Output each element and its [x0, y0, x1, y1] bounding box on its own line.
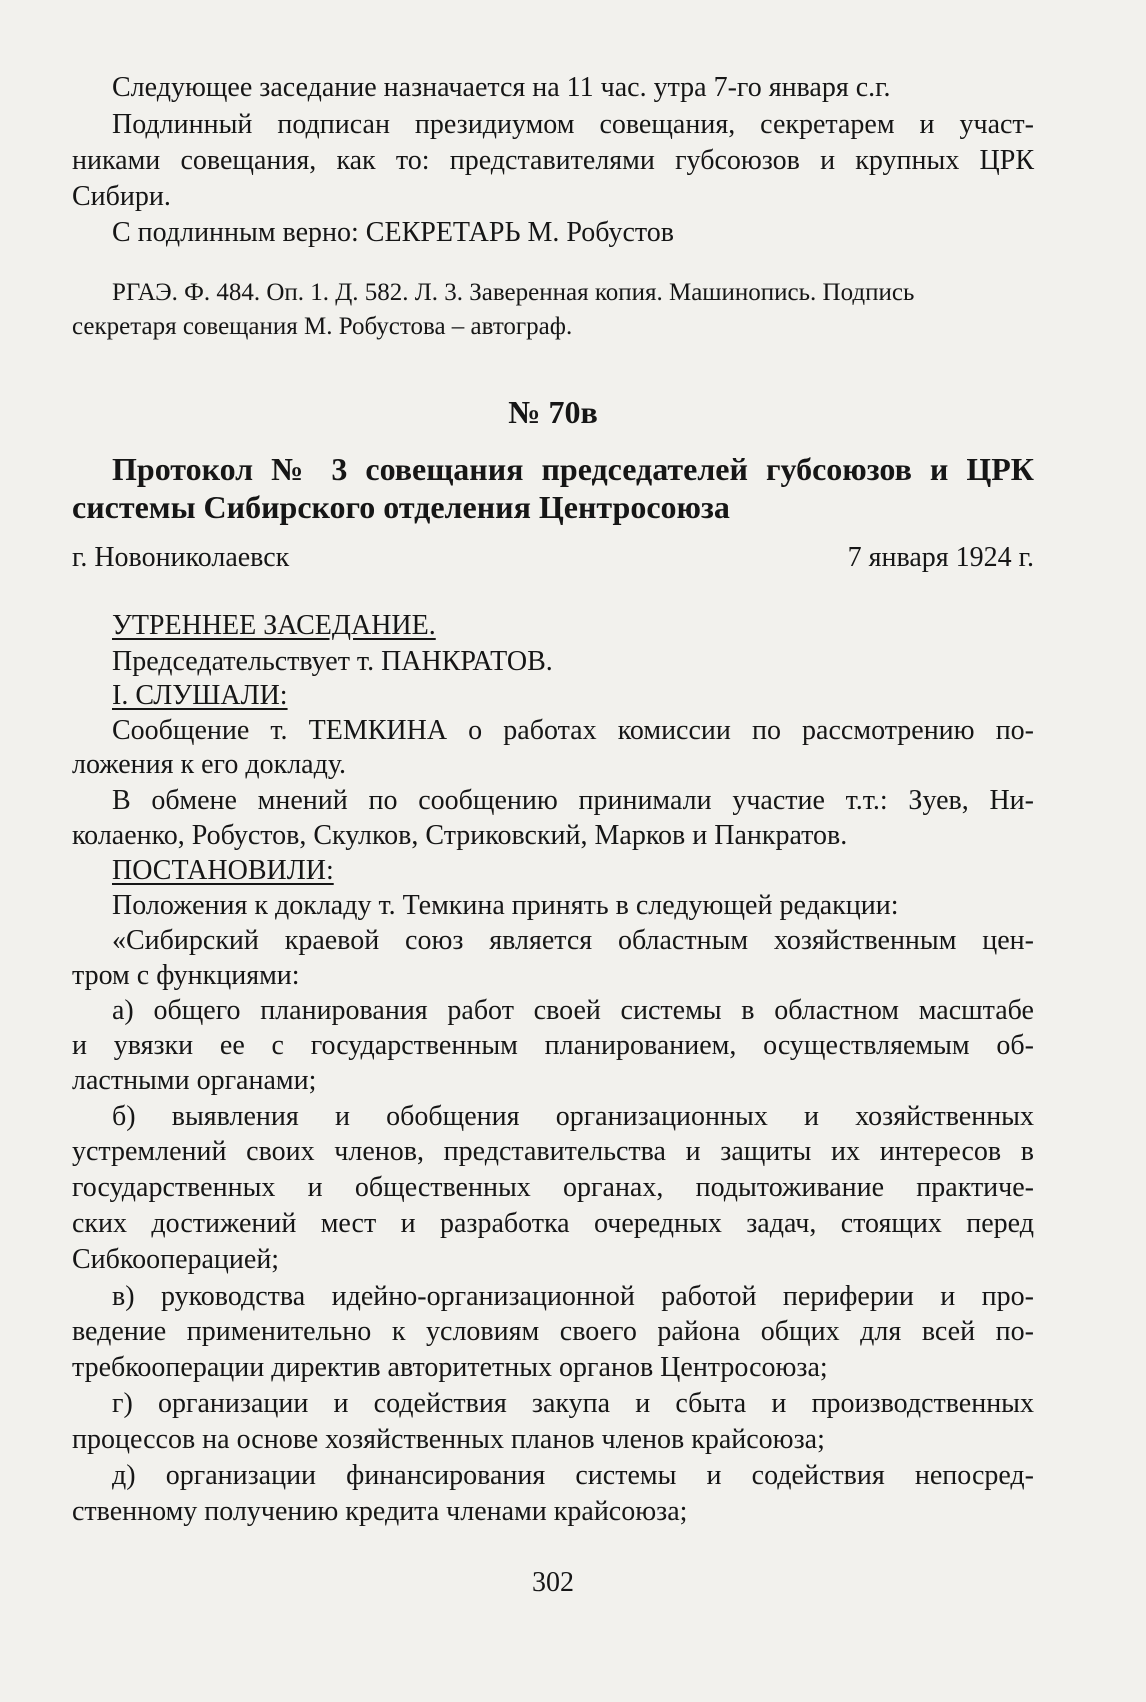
certified-copy-line: С подлинным верно: СЕКРЕТАРЬ М. Робустов [112, 217, 674, 248]
body-line: В обмене мнений по сообщению принимали участие т.т.: Зуев, Ни- [112, 785, 1034, 816]
body-line: процессов на основе хозяйственных планов членов крайсоюза; [72, 1424, 825, 1455]
body-line: ских достижений мест и разработка очередных задач, стоящих перед [72, 1208, 1034, 1239]
body-line: в) руководства идейно-организационной работой периферии и про- [112, 1281, 1034, 1312]
body-line: требкооперации директив авторитетных органов Центросоюза; [72, 1352, 828, 1383]
document-number: № 70в [508, 394, 598, 430]
body-line: а) общего планирования работ своей системы в областном масштабе [112, 995, 1034, 1026]
session-heading: УТРЕННЕЕ ЗАСЕДАНИЕ. [112, 610, 436, 641]
body-line: Сибкооперацией; [72, 1244, 280, 1275]
body-line: ственному получению кредита членами крайсоюза; [72, 1496, 688, 1527]
body-line: и увязки ее с государственным планированием, осуществляемым об- [72, 1030, 1034, 1061]
page-number: 302 [532, 1567, 574, 1598]
body-line: колаенко, Робустов, Скулков, Стриковский, Марков и Панкратов. [72, 820, 848, 851]
document-date: 7 января 1924 г. [847, 542, 1034, 573]
body-line: тром с функциями: [72, 960, 300, 991]
body-line: д) организации финансирования системы и содействия непосред- [112, 1460, 1034, 1491]
body-line: ложения к его докладу. [72, 749, 347, 780]
body-line: г) организации и содействия закупа и сбыта и производственных [112, 1388, 1034, 1419]
body-line: устремлений своих членов, представительства и защиты их интересов в [72, 1136, 1034, 1167]
place-date-line [72, 540, 1034, 576]
body-line: «Сибирский краевой союз является областным хозяйственным цен- [112, 925, 1034, 956]
body-line: б) выявления и обобщения организационных и хозяйственных [112, 1101, 1034, 1132]
body-line: ластными органами; [72, 1065, 317, 1096]
document-title: Протокол № 3 совещания председателей губсоюзов и ЦРК [112, 451, 1034, 487]
heard-heading: I. СЛУШАЛИ: [112, 680, 288, 711]
signature-text-line: Сибири. [72, 181, 171, 212]
chairman-line: Председательствует т. ПАНКРАТОВ. [112, 646, 553, 677]
resolved-heading: ПОСТАНОВИЛИ: [112, 855, 334, 886]
body-line: ведение применительно к условиям своего района общих для всей по- [72, 1316, 1034, 1347]
archive-reference: секретаря совещания М. Робустова – автограф. [72, 313, 573, 340]
document-place: г. Новониколаевск [72, 542, 290, 573]
body-line: Сообщение т. ТЕМКИНА о работах комиссии по рассмотрению по- [112, 715, 1034, 746]
archive-reference: РГАЭ. Ф. 484. Оп. 1. Д. 582. Л. 3. Заверенная копия. Машинопись. Подпись [112, 279, 915, 306]
signature-text-line: Подлинный подписан президиумом совещания, секретарем и участ- [112, 109, 1034, 140]
signature-text-line: никами совещания, как то: представителями губсоюзов и крупных ЦРК [72, 145, 1034, 176]
body-line: Положения к докладу т. Темкина принять в следующей редакции: [112, 890, 899, 921]
next-session-line: Следующее заседание назначается на 11 час. утра 7-го января с.г. [112, 72, 891, 103]
body-line: государственных и общественных органах, подытоживание практиче- [72, 1172, 1034, 1203]
document-title: системы Сибирского отделения Центросоюза [72, 489, 730, 525]
